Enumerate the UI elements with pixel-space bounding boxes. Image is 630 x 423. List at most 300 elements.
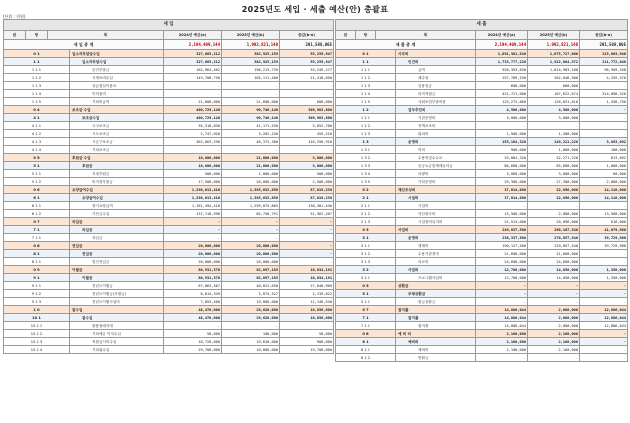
row-code: 1 3 xyxy=(336,138,396,146)
row-budget-2024: 2,100,000 xyxy=(476,330,528,338)
row-code: 9 1 2 xyxy=(4,290,70,298)
row-diff: 2,080,000 xyxy=(580,178,628,186)
col-gwan: 관 xyxy=(336,31,356,40)
row-diff: 60,000 xyxy=(580,170,628,178)
row-budget-2024: 37,014,000 xyxy=(476,194,528,202)
row-budget-2024: - xyxy=(164,234,222,242)
row-code: 1 2 xyxy=(336,106,396,114)
row-name: 부채상환금 xyxy=(396,290,476,298)
row-name: 요양급여수입 xyxy=(70,186,164,194)
row-code: 10 1 xyxy=(4,314,70,322)
row-name: 입소자부담수입 xyxy=(70,58,164,66)
table-row xyxy=(336,82,628,90)
col-mok: 목 xyxy=(48,31,164,40)
table-row xyxy=(4,66,334,74)
table-row xyxy=(4,74,334,82)
row-budget-2025: 21,600,000 xyxy=(528,250,580,258)
row-name: 보조금수입 xyxy=(70,114,164,122)
row-name: 생계비 xyxy=(396,242,476,250)
table-row xyxy=(4,346,334,354)
expense-section-header: 세 출 xyxy=(336,20,628,31)
row-budget-2025: 2,000,000 xyxy=(528,210,580,218)
table-row xyxy=(4,338,334,346)
row-budget-2024: 143,700,750 xyxy=(164,74,222,82)
row-code: 0 1 xyxy=(336,50,396,58)
row-budget-2024: - xyxy=(164,90,222,98)
row-diff: - xyxy=(580,330,628,338)
row-diff: 55,259,947 xyxy=(280,50,334,58)
row-code: 0 9 xyxy=(4,266,70,274)
row-name: 전년도이월금(후원금) xyxy=(70,290,164,298)
row-budget-2025: 382,925,159 xyxy=(222,58,280,66)
table-row xyxy=(336,274,628,282)
row-budget-2025: 21,600,000 xyxy=(222,98,280,106)
row-budget-2025: 149,211,228 xyxy=(528,138,580,146)
row-name: 시군구보조금 xyxy=(70,138,164,146)
row-code: 9 1 1 xyxy=(4,282,70,290)
row-name: 비지정후원금 xyxy=(70,178,164,186)
row-name: 시설비 xyxy=(396,194,476,202)
row-budget-2025: - xyxy=(222,234,280,242)
table-row xyxy=(336,74,628,82)
row-budget-2024: 1,161,494,418 xyxy=(164,202,222,210)
row-name: 예 비 비 xyxy=(396,330,476,338)
row-budget-2024: 137,118,998 xyxy=(164,210,222,218)
row-budget-2024: 327,665,212 xyxy=(164,58,222,66)
row-diff: 100,000 xyxy=(580,146,628,154)
row-budget-2025: - xyxy=(222,90,280,98)
row-diff: 314,098,326 xyxy=(580,90,628,98)
row-budget-2024: 29,380,000 xyxy=(476,178,528,186)
row-name: 기타운영비 xyxy=(396,178,476,186)
row-budget-2025: 1,299,875,865 xyxy=(222,202,280,210)
row-code: 10 1 2 xyxy=(4,330,70,338)
row-budget-2024: 1,298,613,416 xyxy=(164,194,222,202)
row-budget-2024: 162,964,462 xyxy=(164,66,222,74)
table-row xyxy=(4,106,334,114)
row-code: 2 1 2 xyxy=(336,210,396,218)
row-code: 5 1 2 xyxy=(4,178,70,186)
row-budget-2025: 1,675,717,600 xyxy=(528,50,580,58)
table-row xyxy=(4,210,334,218)
row-budget-2024: 33,084,320 xyxy=(476,154,528,162)
row-diff: 138,381,446 xyxy=(280,202,334,210)
row-budget-2024: 362,663,290 xyxy=(164,138,222,146)
table-row xyxy=(4,154,334,162)
row-diff: 13,500,000 xyxy=(580,210,628,218)
row-diff: 309,983,000 xyxy=(280,106,334,114)
row-diff: - xyxy=(580,298,628,306)
row-diff: 18,850,000 xyxy=(280,306,334,314)
row-name: 전입금 xyxy=(70,242,164,250)
row-name: 원금상환금 xyxy=(396,298,476,306)
row-diff: 50,000 xyxy=(280,330,334,338)
row-name: 전년도이월금 xyxy=(70,282,164,290)
row-budget-2025: 20,000,000 xyxy=(222,250,280,258)
row-name: 시도보조금 xyxy=(70,130,164,138)
row-name: 이월금 xyxy=(70,274,164,282)
row-name: 요양급여수입 xyxy=(70,194,164,202)
table-row xyxy=(4,50,334,58)
row-budget-2025: 14,050,000 xyxy=(528,274,580,282)
row-code: 0 7 xyxy=(4,218,70,226)
row-budget-2024: - xyxy=(476,354,528,362)
row-budget-2024: 153,104,320 xyxy=(476,138,528,146)
row-budget-2024: 12,700,000 xyxy=(476,274,528,282)
table-row xyxy=(4,322,334,330)
row-budget-2025: 14,050,000 xyxy=(528,266,580,274)
row-code: 0 5 xyxy=(336,282,396,290)
row-budget-2024: 257,789,530 xyxy=(476,74,528,82)
row-budget-2025: 20,000,000 xyxy=(222,258,280,266)
row-budget-2024: 35,318,830 xyxy=(164,122,222,130)
row-code: 6 1 2 xyxy=(4,210,70,218)
row-diff: 5,852,700 xyxy=(280,122,334,130)
row-budget-2024: 14,886,044 xyxy=(476,314,528,322)
row-name: 기관운영비 xyxy=(396,114,476,122)
row-name: 잡수입 xyxy=(70,314,164,322)
row-diff: - xyxy=(580,338,628,346)
row-budget-2024: 3,060,000 xyxy=(476,170,528,178)
row-name: 법인전입금 xyxy=(70,258,164,266)
row-budget-2024: 249,037,560 xyxy=(476,226,528,234)
row-name: 보조금 수입 xyxy=(70,106,164,114)
table-row xyxy=(336,234,628,242)
row-code: 1 1 2 xyxy=(336,74,396,82)
row-budget-2024: 421,721,000 xyxy=(476,90,528,98)
row-budget-2024: 20,000,000 xyxy=(164,242,222,250)
row-budget-2025: 107,622,674 xyxy=(528,90,580,98)
row-budget-2024: 1,298,613,416 xyxy=(164,186,222,194)
row-budget-2024: 18,000,000 xyxy=(164,162,222,170)
row-budget-2024: - xyxy=(476,290,528,298)
row-code: 0 8 xyxy=(336,330,396,338)
row-budget-2024: 6,014,349 xyxy=(164,290,222,298)
row-name: 잡수입 xyxy=(70,306,164,314)
row-code: 3 2 xyxy=(336,266,396,274)
table-row xyxy=(336,178,628,186)
row-name: 이월금 xyxy=(70,266,164,274)
table-row xyxy=(336,154,628,162)
row-budget-2025: 41,171,530 xyxy=(222,122,280,130)
row-name: 차입금 xyxy=(70,234,164,242)
row-budget-2024: - xyxy=(164,226,222,234)
row-budget-2025: 1,000,000 xyxy=(222,170,280,178)
row-budget-2025: 32,271,228 xyxy=(528,154,580,162)
row-name: 입소자부담금수입 xyxy=(70,50,164,58)
row-budget-2025: - xyxy=(222,218,280,226)
row-diff: - xyxy=(580,250,628,258)
row-budget-2025: 46,372,380 xyxy=(222,138,280,146)
row-code: 0 8 xyxy=(4,242,70,250)
row-diff: - xyxy=(580,82,628,90)
row-budget-2025: 2,000,000 xyxy=(528,306,580,314)
table-row xyxy=(336,218,628,226)
row-budget-2024: - xyxy=(476,202,528,210)
row-code: 3 1 2 xyxy=(336,250,396,258)
row-budget-2025: 262,048,900 xyxy=(528,74,580,82)
row-diff: 3,000,000 xyxy=(280,162,334,170)
row-code: 5 1 1 xyxy=(336,298,396,306)
row-code: 0 2 xyxy=(336,186,396,194)
row-code: 0 7 xyxy=(336,306,396,314)
row-diff: 19,700,000 xyxy=(280,346,334,354)
row-budget-2024: 500,000 xyxy=(164,170,222,178)
row-budget-2024: 48,470,000 xyxy=(164,314,222,322)
row-name: 프로그램사업비 xyxy=(396,274,476,282)
table-row xyxy=(4,314,334,322)
row-budget-2024: - xyxy=(476,298,528,306)
row-diff: 813,092 xyxy=(580,154,628,162)
row-budget-2024: 17,500,000 xyxy=(164,178,222,186)
row-budget-2025: 21,000,000 xyxy=(222,154,280,162)
row-code: 10 1 1 xyxy=(4,322,70,330)
row-budget-2025: 90,746,140 xyxy=(222,114,280,122)
row-budget-2024: 12,700,000 xyxy=(476,266,528,274)
row-code: 9 1 xyxy=(4,274,70,282)
row-budget-2025: - xyxy=(222,82,280,90)
row-code: 0 3 xyxy=(336,226,396,234)
revenue-total-row xyxy=(4,40,334,50)
table-row xyxy=(336,98,628,106)
row-code: 1 2 1 xyxy=(336,114,396,122)
row-code: 4 1 xyxy=(4,114,70,122)
col-hang: 항 xyxy=(356,31,376,40)
row-code: 0 4 xyxy=(4,106,70,114)
row-budget-2024: 18,000,000 xyxy=(164,154,222,162)
table-row xyxy=(4,202,334,210)
row-name: 예비비 xyxy=(396,346,476,354)
row-budget-2025: 2,100,000 xyxy=(528,338,580,346)
row-name: 예비비 xyxy=(396,338,476,346)
row-name: 재산조성비 xyxy=(396,186,476,194)
table-row xyxy=(336,50,628,58)
row-budget-2025: 3,202,230 xyxy=(222,130,280,138)
table-row xyxy=(336,314,628,322)
row-name: 본인부담금 xyxy=(70,66,164,74)
row-budget-2025: 3,874,527 xyxy=(222,290,280,298)
row-budget-2025: 3,000,000 xyxy=(528,114,580,122)
row-diff: 309,983,000 xyxy=(280,114,334,122)
row-code: 2 1 3 xyxy=(336,218,396,226)
row-diff: - xyxy=(580,130,628,138)
table-row xyxy=(336,298,628,306)
row-diff: - xyxy=(580,346,628,354)
row-diff: - xyxy=(580,290,628,298)
row-code: 8 1 1 xyxy=(4,258,70,266)
row-budget-2024: 125,272,860 xyxy=(476,98,528,106)
row-code: 3 1 xyxy=(336,234,396,242)
table-row xyxy=(336,210,628,218)
row-code: 1 3 4 xyxy=(336,170,396,178)
col-diff: 증감(b-a) xyxy=(280,31,334,40)
row-diff: 500,000 xyxy=(280,170,334,178)
table-row xyxy=(336,114,628,122)
row-name: 차입금 xyxy=(70,218,164,226)
row-diff: 215,663,940 xyxy=(580,50,628,58)
row-budget-2024: 4,500,000 xyxy=(476,106,528,114)
expense-table xyxy=(335,19,628,362)
row-diff: - xyxy=(580,282,628,290)
row-budget-2024: 2,747,020 xyxy=(164,130,222,138)
row-code: 1 3 1 xyxy=(336,146,396,154)
row-budget-2024: 24,600,000 xyxy=(476,258,528,266)
row-diff: - xyxy=(280,234,334,242)
row-name: 의료비 xyxy=(396,258,476,266)
row-name: 여비 xyxy=(396,146,476,154)
row-name: 업무추진비 xyxy=(396,106,476,114)
table-row xyxy=(336,106,628,114)
row-code: 4 1 3 xyxy=(4,138,70,146)
table-row xyxy=(4,218,334,226)
row-name: 전입금 xyxy=(70,250,164,258)
row-budget-2024: 190,127,560 xyxy=(476,242,528,250)
row-diff: 14,118,000 xyxy=(580,186,628,194)
table-row xyxy=(336,250,628,258)
row-name: 사업비 xyxy=(396,266,476,274)
row-code: 8 1 2 xyxy=(336,354,396,362)
table-row xyxy=(4,146,334,154)
row-code: 5 1 xyxy=(336,290,396,298)
row-budget-2025: 20,000,000 xyxy=(222,178,280,186)
col-hang: 항 xyxy=(26,31,48,40)
row-diff: 51,362,207 xyxy=(280,210,334,218)
row-budget-2025: 62,897,185 xyxy=(222,274,280,282)
row-budget-2024: - xyxy=(164,322,222,330)
row-budget-2025: 3,000,000 xyxy=(528,170,580,178)
row-code: 8 1 1 xyxy=(336,346,396,354)
row-budget-2024: 29,700,000 xyxy=(164,346,222,354)
row-code: 7 1 1 xyxy=(336,322,396,330)
row-budget-2024: 14,886,044 xyxy=(476,322,528,330)
row-code: 1 0 xyxy=(4,306,70,314)
row-code: 1 1 1 xyxy=(4,66,70,74)
table-row xyxy=(336,186,628,194)
row-code: 10 1 3 xyxy=(4,338,70,346)
row-code: 0 5 xyxy=(4,154,70,162)
table-row xyxy=(4,306,334,314)
row-budget-2025: 22,896,000 xyxy=(528,186,580,194)
row-name: 인건비 xyxy=(396,58,476,66)
table-row xyxy=(4,114,334,122)
table-row xyxy=(4,274,334,282)
row-diff: 18,034,191 xyxy=(280,274,334,282)
row-code: 10 1 4 xyxy=(4,346,70,354)
row-budget-2025: 1,385,632,656 xyxy=(222,186,280,194)
row-budget-2024: 236,337,560 xyxy=(476,234,528,242)
row-budget-2024: 21,000,000 xyxy=(164,98,222,106)
row-diff: - xyxy=(580,106,628,114)
row-diff: - xyxy=(280,218,334,226)
expense-total-diff: 201,588,005 xyxy=(580,40,628,50)
row-budget-2025: 29,620,000 xyxy=(222,306,280,314)
row-code: 1 3 3 xyxy=(336,162,396,170)
row-budget-2025: - xyxy=(528,122,580,130)
table-row xyxy=(336,242,628,250)
row-budget-2024: 18,720,000 xyxy=(164,338,222,346)
row-code: 7 1 xyxy=(336,314,396,322)
table-row xyxy=(336,322,628,330)
row-budget-2024: 50,000 xyxy=(164,330,222,338)
table-row xyxy=(4,258,334,266)
row-budget-2024: 3,000,000 xyxy=(476,114,528,122)
row-diff: 3,893,092 xyxy=(580,138,628,146)
row-code: 4 1 1 xyxy=(4,122,70,130)
row-diff: 211,772,848 xyxy=(580,58,628,66)
row-code: 1 1 4 xyxy=(4,90,70,98)
row-diff: 455,210 xyxy=(280,130,334,138)
table-row xyxy=(336,306,628,314)
row-budget-2025: - xyxy=(528,354,580,362)
row-code: 3 1 1 xyxy=(336,242,396,250)
row-diff: 2,139,822 xyxy=(280,290,334,298)
row-diff: 1,558,750 xyxy=(580,98,628,106)
row-budget-2025: 85,680,000 xyxy=(528,162,580,170)
row-budget-2024: 14,886,044 xyxy=(476,306,528,314)
row-diff: 600,000 xyxy=(280,98,334,106)
table-row xyxy=(336,138,628,146)
table-row xyxy=(336,258,628,266)
row-code: 1 1 5 xyxy=(336,98,396,106)
revenue-total-a: 2,194,409,144 xyxy=(164,40,222,50)
table-row xyxy=(336,130,628,138)
row-name: 기타보조금 xyxy=(70,146,164,154)
row-diff: - xyxy=(580,114,628,122)
col-gwan: 관 xyxy=(4,31,26,40)
row-name: 기타잡수입 xyxy=(70,346,164,354)
row-budget-2024: 1,500,000 xyxy=(476,130,528,138)
row-name: 직책보조비 xyxy=(396,122,476,130)
row-budget-2025: - xyxy=(222,322,280,330)
row-code: 7 1 xyxy=(4,226,70,234)
row-name: 사업비 xyxy=(396,226,476,234)
row-budget-2024: 928,393,830 xyxy=(476,66,528,74)
page-title: 2025년도 세입 · 세출 예산(안) 총괄표 xyxy=(241,5,389,14)
row-diff: 618,000 xyxy=(580,218,628,226)
row-budget-2025: 196,213,739 xyxy=(222,66,280,74)
table-row xyxy=(336,170,628,178)
table-row xyxy=(4,234,334,242)
row-budget-2024: 1,891,381,540 xyxy=(476,50,528,58)
table-row xyxy=(336,266,628,274)
table-row xyxy=(4,186,334,194)
row-budget-2024: - xyxy=(476,282,528,290)
row-code: 1 3 5 xyxy=(336,178,396,186)
row-diff: - xyxy=(280,258,334,266)
row-code: 1 3 2 xyxy=(336,154,396,162)
row-diff: 55,259,947 xyxy=(280,58,334,66)
row-name: 식재료비수입 xyxy=(70,74,164,82)
row-budget-2025: 90,746,140 xyxy=(222,106,280,114)
row-code: 4 1 4 xyxy=(4,146,70,154)
row-diff: 96,509,358 xyxy=(580,66,628,74)
row-diff: 18,850,000 xyxy=(280,314,334,322)
row-name: 상급침실이용료 xyxy=(70,82,164,90)
row-budget-2024: 80,931,376 xyxy=(164,266,222,274)
row-name: 기타비급여 xyxy=(70,98,164,106)
row-budget-2025: 1,500,000 xyxy=(528,130,580,138)
table-row xyxy=(4,170,334,178)
table-row xyxy=(336,58,628,66)
table-row xyxy=(4,178,334,186)
row-code: 6 1 xyxy=(4,194,70,202)
row-code: 0 6 xyxy=(4,186,70,194)
row-diff: - xyxy=(280,90,334,98)
table-row xyxy=(4,226,334,234)
row-diff: - xyxy=(280,226,334,234)
revenue-section-header: 세 입 xyxy=(4,20,334,31)
row-name: 잡지출 xyxy=(396,306,476,314)
